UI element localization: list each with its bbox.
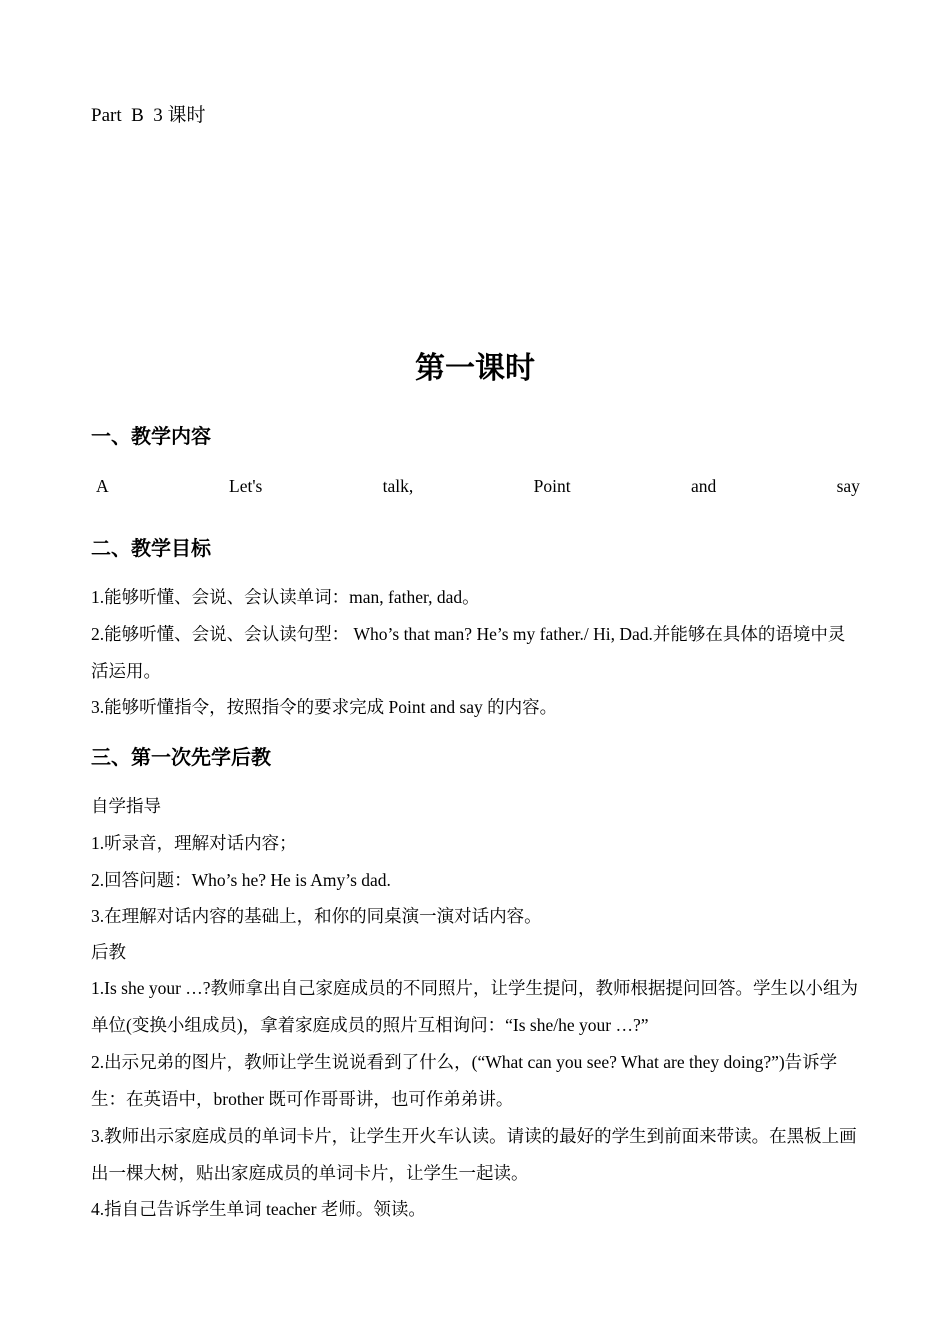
- teach-item: 4.指自己告诉学生单词 teacher 老师。领读。: [91, 1199, 426, 1219]
- teach-title: 后教: [91, 942, 126, 962]
- self-study-item: 3.在理解对话内容的基础上，和你的同桌演一演对话内容。: [91, 906, 542, 926]
- content-word: say: [836, 476, 860, 496]
- lesson-title: 第一课时: [415, 351, 535, 386]
- teach-item: 3.教师出示家庭成员的单词卡片，让学生开火车认读。请读的最好的学生到前面来带读。在黑板上画出一棵大树，贴出家庭成员的单词卡片，让学生一起读。: [91, 1126, 857, 1183]
- objective-item: 2.能够听懂、会说、会认读句型： Who’s that man? He’s my father./ Hi, Dad.并能够在具体的语境中灵活运用。: [91, 624, 846, 681]
- section-heading-study: 三、第一次先学后教: [91, 745, 271, 769]
- self-study-item: 1.听录音，理解对话内容；: [91, 833, 297, 853]
- part-header: Part B 3 课时: [91, 105, 206, 126]
- content-line: [96, 471, 860, 501]
- content-word: Let's: [229, 476, 263, 496]
- self-study-title: 自学指导: [91, 796, 161, 816]
- section-heading-content: 一、教学内容: [91, 424, 211, 448]
- objective-item: 3.能够听懂指令，按照指令的要求完成 Point and say 的内容。: [91, 697, 558, 717]
- teach-item: 2.出示兄弟的图片，教师让学生说说看到了什么，(“What can you see? What are they doing?”)告诉学生：在英语中，brother 既可作哥哥讲，也可作弟弟讲。: [91, 1052, 838, 1109]
- teach-item: 1.Is she your …?教师拿出自己家庭成员的不同照片，让学生提问，教师根据提问回答。学生以小组为单位(变换小组成员)，拿着家庭成员的照片互相询问：“Is she/he your …?”: [91, 978, 859, 1035]
- content-word: talk,: [382, 476, 414, 496]
- self-study-item: 2.回答问题：Who’s he? He is Amy’s dad.: [91, 870, 391, 890]
- section-heading-objectives: 二、教学目标: [91, 536, 211, 560]
- content-word: Point: [533, 476, 571, 496]
- content-word: and: [690, 476, 717, 496]
- objective-item: 1.能够听懂、会说、会认读单词：man, father, dad。: [91, 587, 480, 607]
- content-word: A: [96, 476, 109, 496]
